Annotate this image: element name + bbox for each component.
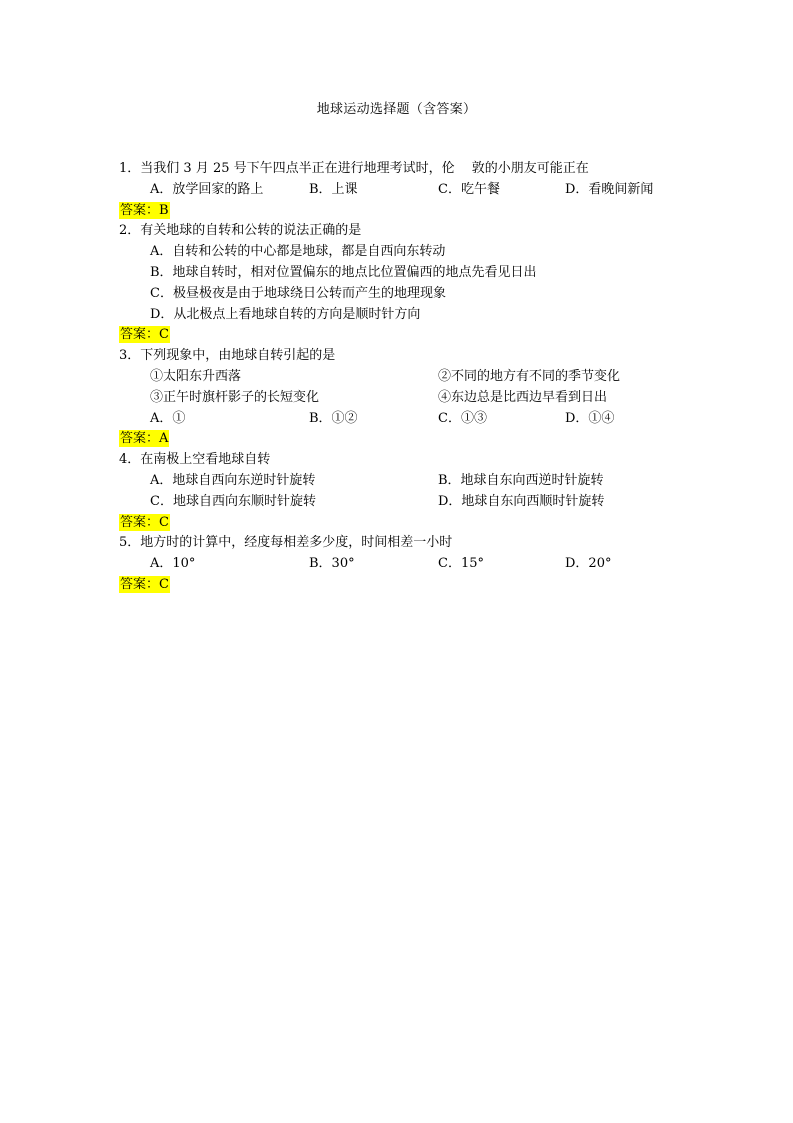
options-row	[119, 471, 719, 492]
option-b: B．地球自转时，相对位置偏东的地点比位置偏西的地点先看见日出	[150, 264, 537, 280]
question-stem: 1．当我们 3 月 25 号下午四点半正在进行地理考试时，伦 敦的小朋友可能正在	[119, 161, 589, 176]
question-1	[119, 159, 719, 221]
answer-highlight: 答案：A	[120, 431, 169, 447]
option-a: A．①	[150, 410, 186, 426]
option-b: B．①②	[309, 410, 358, 426]
statement-2: ②不同的地方有不同的季节变化	[438, 368, 621, 384]
option-a: A．放学回家的路上	[150, 181, 264, 197]
document-title: 地球运动选择题（含答案）	[316, 102, 477, 117]
question-stem: 5．地方时的计算中，经度每相差多少度，时间相差一小时	[119, 535, 453, 551]
option-c: C．15°	[438, 556, 484, 572]
answer-highlight: 答案：C	[120, 327, 169, 343]
option-a: A．10°	[150, 556, 196, 572]
options-row	[119, 180, 719, 201]
option-b: B．地球自东向西逆时针旋转	[438, 472, 604, 488]
option-d: D．从北极点上看地球自转的方向是顺时针方向	[150, 306, 421, 322]
question-5	[119, 533, 719, 595]
option-d: D．20°	[565, 556, 612, 572]
answer-highlight: 答案：C	[120, 576, 169, 592]
options-row	[119, 554, 719, 575]
question-list	[119, 159, 719, 596]
question-stem: 3．下列现象中，由地球自转引起的是	[119, 348, 336, 364]
options-row	[119, 492, 719, 513]
option-a: A．自转和公转的中心都是地球，都是自西向东转动	[150, 244, 446, 260]
option-c: C．吃午餐	[438, 181, 500, 197]
statements-row	[119, 388, 719, 409]
question-3	[119, 346, 719, 450]
question-stem: 4．在南极上空看地球自转	[119, 452, 271, 468]
option-d: D．①④	[565, 410, 615, 426]
options-row	[119, 409, 719, 430]
question-4	[119, 450, 719, 533]
statement-1: ①太阳东升西落	[150, 368, 242, 384]
question-2	[119, 221, 719, 346]
answer-highlight: 答案：B	[120, 202, 169, 218]
statements-row	[119, 367, 719, 388]
answer-highlight: 答案：C	[120, 514, 169, 530]
question-stem: 2．有关地球的自转和公转的说法正确的是	[119, 223, 362, 239]
option-a: A．地球自西向东逆时针旋转	[150, 472, 316, 488]
statement-4: ④东边总是比西边早看到日出	[438, 389, 608, 405]
option-c: C．①③	[438, 410, 487, 426]
option-c: C．地球自西向东顺时针旋转	[150, 493, 316, 509]
option-b: B．30°	[309, 556, 355, 572]
option-d: D．看晚间新闻	[565, 181, 654, 197]
statement-3: ③正午时旗杆影子的长短变化	[150, 389, 320, 405]
option-b: B．上课	[309, 181, 358, 197]
option-d: D．地球自东向西顺时针旋转	[438, 493, 605, 509]
option-c: C．极昼极夜是由于地球绕日公转而产生的地理现象	[150, 285, 446, 301]
